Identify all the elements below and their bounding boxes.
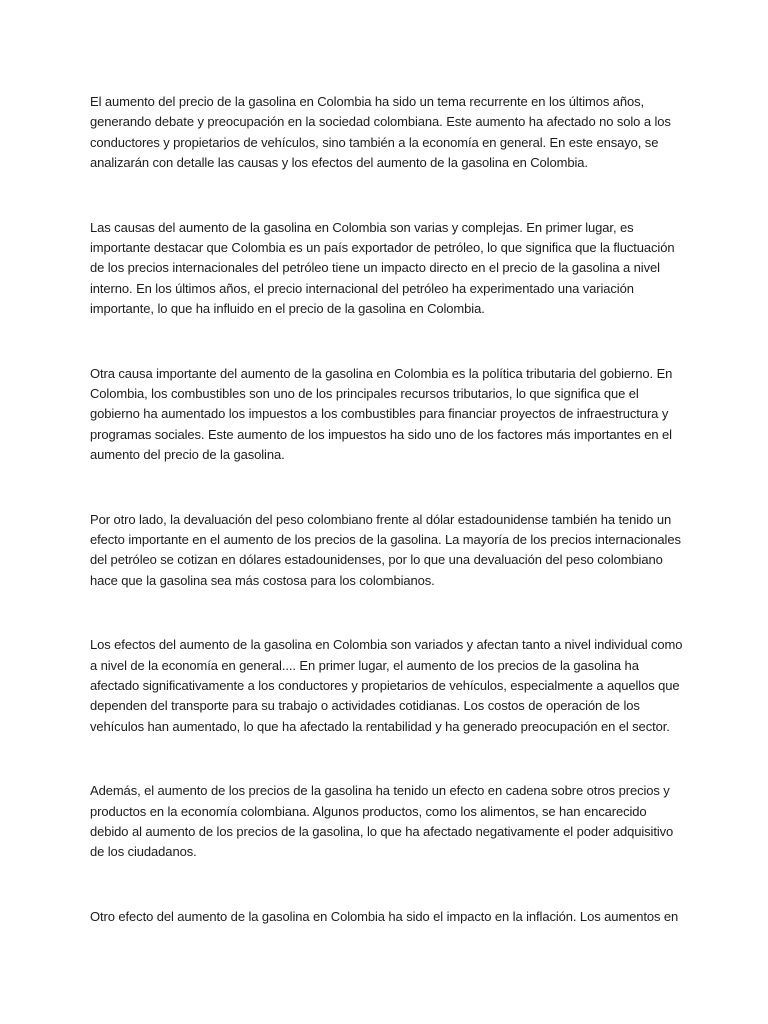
paragraph-inflation: Otro efecto del aumento de la gasolina en Colombia ha sido el impacto en la inflación. Los aumentos en [90,909,679,925]
paragraph-effects: Los efectos del aumento de la gasolina en Colombia son variados y afectan tanto a nivel individual como a nivel de la economía en general.... En primer lugar, el aumento de los precios de la gasolina ha afectado significativamente a los conductores y propietarios de vehículos, especialmente a aquellos que dependen del transporte para su trabajo o actividades cotidianas. Los costos de operación de los vehículos han aumentado, lo que ha afectado la rentabilidad y ha generado preocupación en el sector. [90,637,683,734]
paragraph-chain-effect: Además, el aumento de los precios de la gasolina ha tenido un efecto en cadena sobre otros precios y productos en la economía colombiana. Algunos productos, como los alimentos, se han encarecido debido al aumento de los precios de la gasolina, lo que ha afectado negativamente el poder adquisitivo de los ciudadanos. [90,783,674,860]
paragraph-tax-policy: Otra causa importante del aumento de la gasolina en Colombia es la política tributaria del gobierno. En Colombia, los combustibles son uno de los principales recursos tributarios, lo que significa que el gobierno ha aumentado los impuestos a los combustibles para financiar proyectos de infraestructura y programas sociales. Este aumento de los impuestos ha sido uno de los factores más importantes en el aumento del precio de la gasolina. [90,365,673,462]
paragraph-causes: Las causas del aumento de la gasolina en Colombia son varias y complejas. En primer lugar, es importante destacar que Colombia es un país exportador de petróleo, lo que significa que la fluctuación de los precios internacionales del petróleo tiene un impacto directo en el precio de la gasolina a nivel interno. En los últimos años, el precio internacional del petróleo ha experimentado una variación importante, lo que ha influido en el precio de la gasolina en Colombia. [90,219,675,316]
document-body [90,92,686,927]
paragraph-devaluation: Por otro lado, la devaluación del peso colombiano frente al dólar estadounidense también ha tenido un efecto importante en el aumento de los precios de la gasolina. La mayoría de los precios internacionales del petróleo se cotizan en dólares estadounidenses, por lo que una devaluación del peso colombiano hace que la gasolina sea más costosa para los colombianos. [90,511,681,588]
paragraph-intro: El aumento del precio de la gasolina en Colombia ha sido un tema recurrente en los últimos años, generando debate y preocupación en la sociedad colombiana. Este aumento ha afectado no solo a los conductores y propietarios de vehículos, sino también a la economía en general. En este ensayo, se analizarán con detalle las causas y los efectos del aumento de la gasolina en Colombia. [90,94,671,170]
